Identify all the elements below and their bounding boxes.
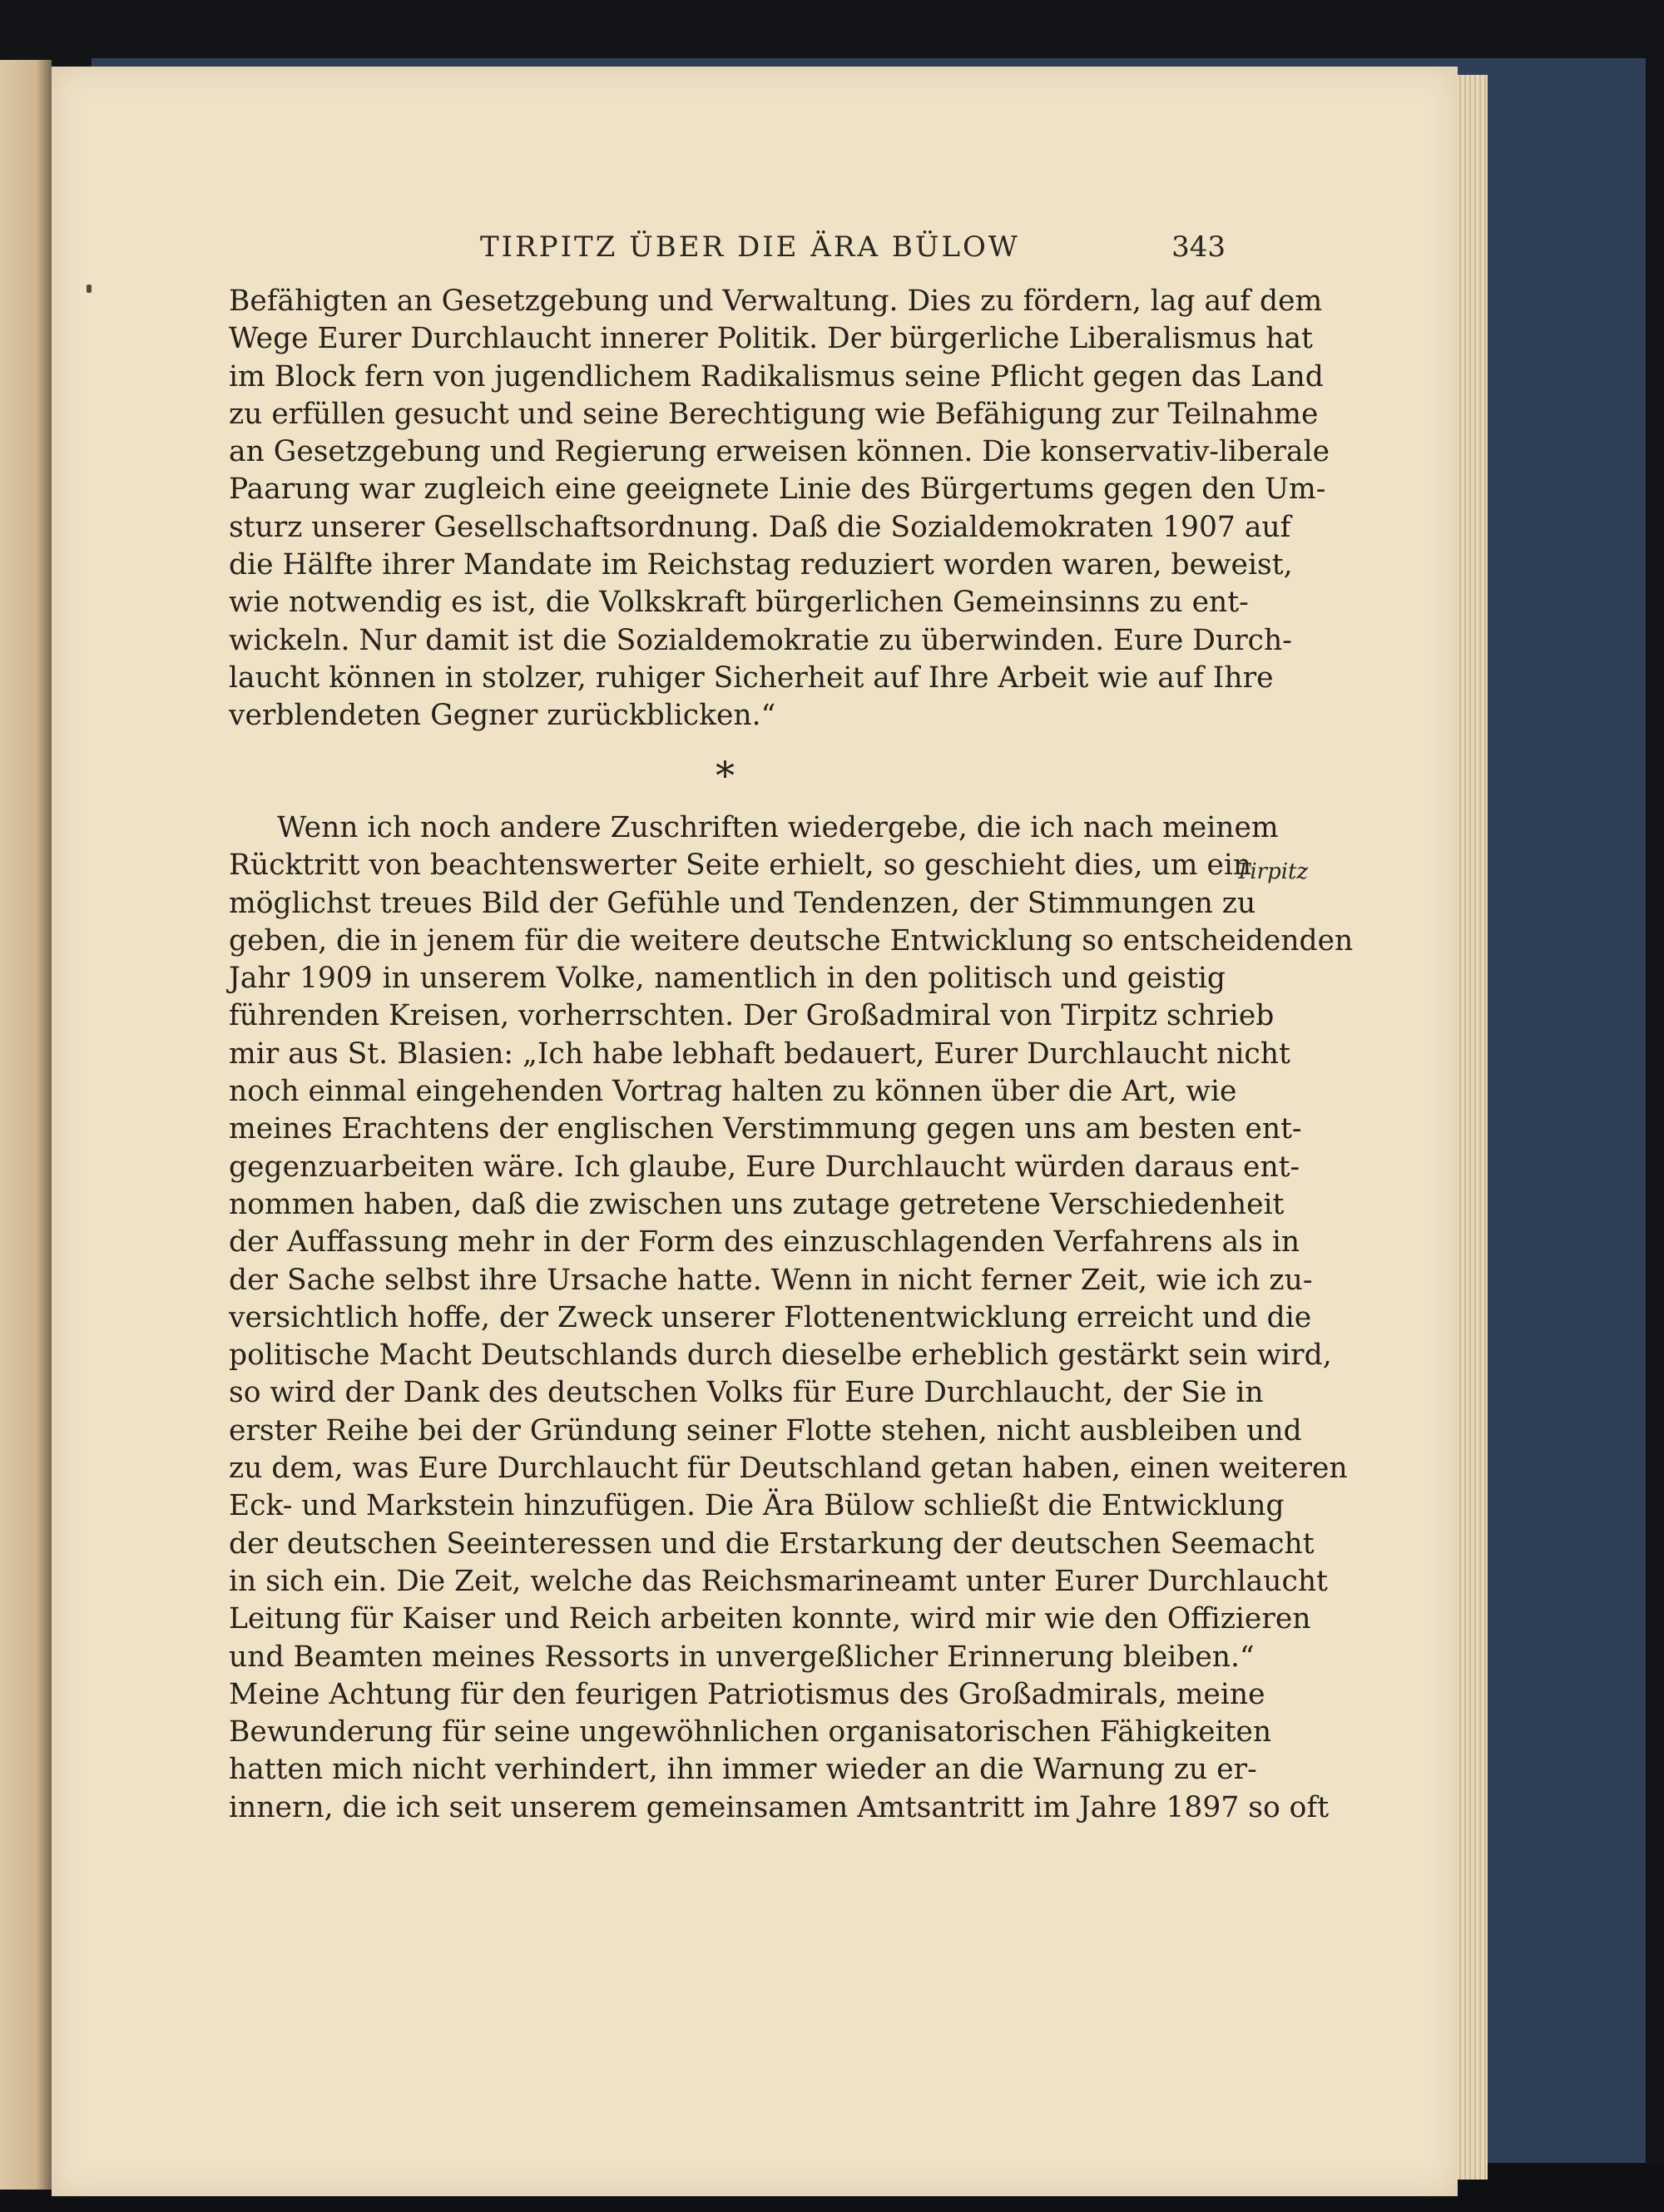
text-line: an Gesetzgebung und Regierung erweisen können. Die konservativ-liberale	[229, 435, 1330, 469]
running-title: TIRPITZ ÜBER DIE ÄRA BÜLOW	[480, 230, 1020, 264]
text-line: Bewunderung für seine ungewöhnlichen organisatorischen Fähigkeiten	[229, 1715, 1272, 1749]
paragraph-2	[229, 809, 1354, 1827]
text-line: innern, die ich seit unserem gemeinsamen Amtsantritt im Jahre 1897 so oft	[229, 1790, 1330, 1824]
text-line: wie notwendig es ist, die Volkskraft bürgerlichen Gemeinsinns zu ent-	[229, 586, 1249, 620]
paragraph-1	[229, 283, 1330, 735]
margin-note: Tirpitz	[1236, 859, 1309, 884]
left-page-edge	[0, 60, 52, 2190]
text-line: führenden Kreisen, vorherrschten. Der Großadmiral von Tirpitz schrieb	[229, 999, 1275, 1033]
text-line: erster Reihe bei der Gründung seiner Flotte stehen, nicht ausbleiben und	[229, 1413, 1302, 1447]
text-line: Wege Eurer Durchlaucht innerer Politik. Der bürgerliche Liberalismus hat	[229, 322, 1313, 356]
text-line: im Block fern von jugendlichem Radikalismus seine Pflicht gegen das Land	[229, 359, 1324, 393]
text-line: der Auffassung mehr in der Form des einzuschlagenden Verfahrens als in	[229, 1225, 1300, 1259]
text-line: die Hälfte ihrer Mandate im Reichstag reduziert worden waren, beweist,	[229, 548, 1293, 582]
text-line: der Sache selbst ihre Ursache hatte. Wenn in nicht ferner Zeit, wie ich zu-	[229, 1263, 1313, 1297]
text-line: Wenn ich noch andere Zuschriften wiedergebe, die ich nach meinem	[277, 811, 1279, 844]
text-line: zu erfüllen gesucht und seine Berechtigung wie Befähigung zur Teilnahme	[229, 397, 1319, 431]
text-line: gegenzuarbeiten wäre. Ich glaube, Eure Durchlaucht würden daraus ent-	[229, 1150, 1300, 1184]
text-line: möglichst treues Bild der Gefühle und Tendenzen, der Stimmungen zu	[229, 886, 1256, 920]
body-text	[229, 283, 1330, 735]
section-separator: *	[716, 753, 735, 798]
page-number: 343	[1171, 230, 1226, 264]
text-line: nommen haben, daß die zwischen uns zutage getretene Verschiedenheit	[229, 1187, 1285, 1221]
text-line: Eck- und Markstein hinzufügen. Die Ära Bülow schließt die Entwicklung	[229, 1489, 1285, 1523]
text-line: der deutschen Seeinteressen und die Erstarkung der deutschen Seemacht	[229, 1527, 1315, 1561]
text-line: sturz unserer Gesellschaftsordnung. Daß die Sozialdemokraten 1907 auf	[229, 510, 1291, 544]
text-line: und Beamten meines Ressorts in unvergeßlicher Erinnerung bleiben.“	[229, 1640, 1255, 1674]
text-line: politische Macht Deutschlands durch dieselbe erheblich gestärkt sein wird,	[229, 1339, 1332, 1373]
text-line: Jahr 1909 in unserem Volke, namentlich in den politisch und geistig	[229, 962, 1226, 996]
text-line: noch einmal eingehenden Vortrag halten zu können über die Art, wie	[229, 1075, 1237, 1109]
text-line: verblendeten Gegner zurückblicken.“	[229, 699, 776, 733]
page-speck	[87, 285, 92, 293]
text-line: Paarung war zugleich eine geeignete Linie des Bürgertums gegen den Um-	[229, 473, 1326, 507]
text-line: versichtlich hoffe, der Zweck unserer Flottenentwicklung erreicht und die	[229, 1300, 1312, 1334]
text-line: in sich ein. Die Zeit, welche das Reichsmarineamt unter Eurer Durchlaucht	[229, 1564, 1328, 1598]
page-header	[229, 230, 1226, 264]
body-text-2	[229, 809, 1354, 1827]
text-line: mir aus St. Blasien: „Ich habe lebhaft bedauert, Eurer Durchlaucht nicht	[229, 1037, 1290, 1071]
text-line: Meine Achtung für den feurigen Patriotismus des Großadmirals, meine	[229, 1677, 1265, 1711]
text-line: hatten mich nicht verhindert, ihn immer wieder an die Warnung zu er-	[229, 1753, 1257, 1787]
text-line: meines Erachtens der englischen Verstimmung gegen uns am besten ent-	[229, 1112, 1302, 1146]
text-line: wickeln. Nur damit ist die Sozialdemokratie zu überwinden. Eure Durch-	[229, 623, 1292, 657]
text-line: laucht können in stolzer, ruhiger Sicherheit auf Ihre Arbeit wie auf Ihre	[229, 661, 1274, 695]
text-line: geben, die in jenem für die weitere deutsche Entwicklung so entscheidenden	[229, 923, 1354, 958]
text-line: Rücktritt von beachtenswerter Seite erhielt, so geschieht dies, um ein	[229, 849, 1252, 883]
text-line: Befähigten an Gesetzgebung und Verwaltung. Dies zu fördern, lag auf dem	[229, 285, 1323, 318]
text-line: zu dem, was Eure Durchlaucht für Deutschland getan haben, einen weiteren	[229, 1452, 1348, 1486]
text-line: Leitung für Kaiser und Reich arbeiten konnte, wird mir wie den Offizieren	[229, 1602, 1311, 1636]
text-line: so wird der Dank des deutschen Volks für Eure Durchlaucht, der Sie in	[229, 1376, 1264, 1410]
